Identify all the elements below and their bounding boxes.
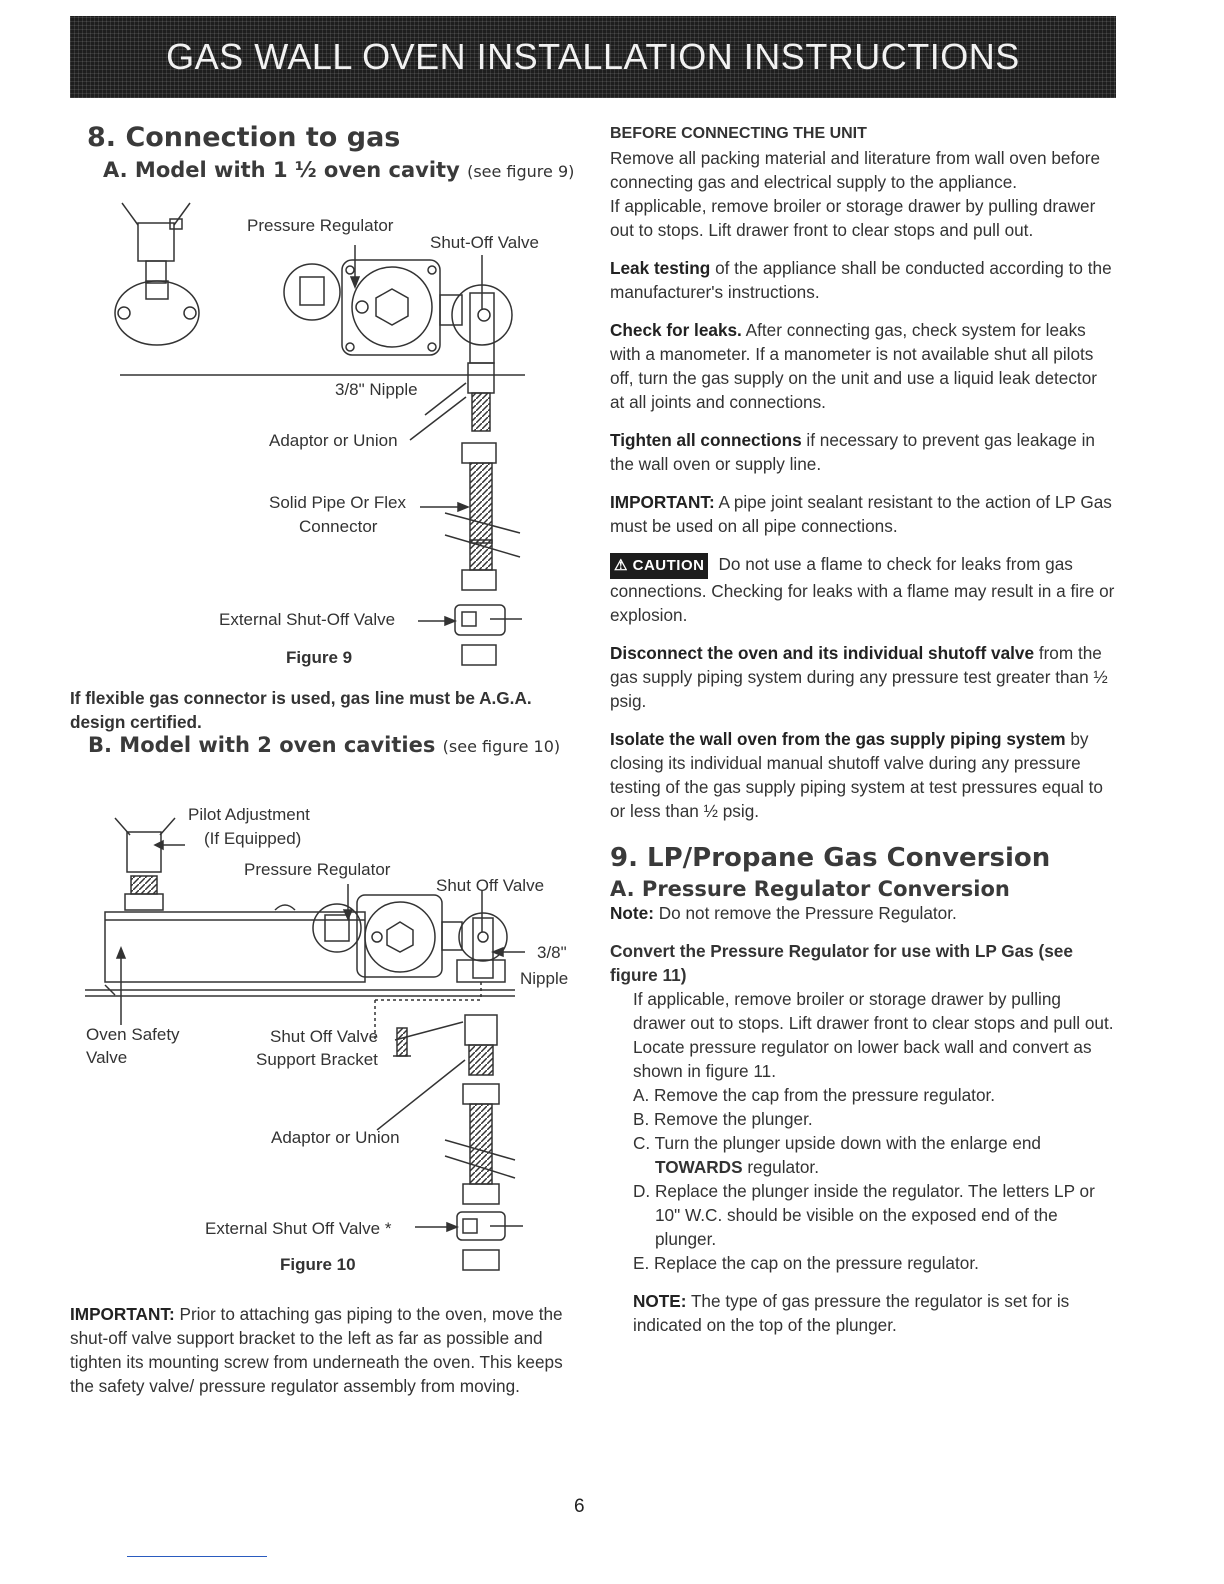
figure-9-caption: Figure 9 (286, 648, 353, 667)
fig10-flex-pipe (470, 1104, 492, 1184)
fig10-regulator-left-cap (313, 904, 361, 952)
fig10-regulator-left-nut (325, 915, 349, 941)
fig9-label-external-shutoff: External Shut-Off Valve (219, 610, 396, 629)
fig10-pilot-nut (125, 894, 163, 910)
fig10-label-valve: Valve (86, 1048, 128, 1067)
step-d: D. Replace the plunger inside the regulator. The letters LP or 10" W.C. should be visible on the exposed end of the plunger. (633, 1181, 1095, 1249)
fig10-label-nipple-size: 3/8" (537, 943, 567, 962)
fig10-pilot-body (127, 832, 161, 872)
fig9-pilot-cap (170, 219, 182, 229)
fig10-nipple-fitting (465, 1015, 497, 1045)
note2-label: NOTE: (633, 1291, 687, 1311)
fig9-regulator-bolt (356, 301, 368, 313)
step-c-end: regulator. (747, 1157, 819, 1177)
page-title: GAS WALL OVEN INSTALLATION INSTRUCTIONS (166, 36, 1020, 77)
before-connecting-p1: Remove all packing material and literature from wall oven before connecting gas and electrical supply to the appliance. (610, 148, 1101, 192)
fig10-label-shutoff-valve: Shut Off Valve (436, 876, 545, 895)
fig9-external-valve-knob (462, 612, 476, 626)
tighten-para (610, 428, 1115, 476)
convert-title: Convert the Pressure Regulator for use with LP Gas (see figure 11) (610, 941, 1073, 985)
fig10-pilot-line (160, 818, 175, 835)
leak-testing-text: of the appliance shall be conducted according to the manufacturer's instructions. (610, 258, 1112, 302)
fig9-label-pressure-regulator: Pressure Regulator (247, 216, 394, 235)
fig10-label-support-2: Support Bracket (256, 1050, 378, 1069)
conversion-steps (633, 1083, 1115, 1275)
important-label: IMPORTANT: (70, 1304, 175, 1324)
fig10-leader-adaptor (377, 1060, 465, 1130)
fig9-screw (428, 343, 436, 351)
note-label: Note: (610, 903, 654, 923)
fig9-screw (346, 343, 354, 351)
fig10-adaptor (463, 1084, 499, 1104)
step-c-text: C. Turn the plunger upside down with the enlarge end (633, 1133, 1041, 1153)
fig10-label-pressure-regulator: Pressure Regulator (244, 860, 391, 879)
header-banner (70, 16, 1116, 98)
fig10-label-external: External Shut Off Valve * (205, 1219, 392, 1238)
fig10-cap (275, 905, 295, 910)
fig9-nipple-fitting (468, 363, 494, 393)
convert-p2: Locate pressure regulator on lower back wall and convert as shown in figure 11. (633, 1037, 1092, 1081)
fig9-leader-adaptor (410, 397, 466, 440)
note-text: Do not remove the Pressure Regulator. (658, 903, 957, 923)
check-leaks-para (610, 318, 1115, 414)
footer-line (127, 1556, 267, 1557)
fig9-flex-pipe-lower (470, 540, 492, 570)
fig9-label-shutoff-valve: Shut-Off Valve (430, 233, 539, 252)
flex-connector-note: If flexible gas connector is used, gas line must be A.G.A. design certified. (70, 688, 532, 732)
fig10-label-support-1: Shut Off Valve (270, 1027, 379, 1046)
fig10-valve-knob (478, 932, 488, 942)
fig9-arrow-external (445, 617, 455, 625)
fig10-screw (397, 1028, 407, 1056)
fig10-arrow-oven-safety (117, 948, 125, 958)
fig9-screw (428, 266, 436, 274)
fig10-label-if-equipped: (If Equipped) (204, 829, 302, 848)
step-a: A. Remove the cap from the pressure regulator. (633, 1085, 996, 1105)
fig10-label-pilot: Pilot Adjustment (188, 805, 310, 824)
section-8a-title (103, 158, 574, 182)
fig9-lower-adaptor (462, 570, 496, 590)
fig10-regulator-body (357, 895, 442, 977)
isolate-para (610, 727, 1115, 823)
fig9-regulator-hex (376, 289, 408, 325)
section-8b-ref: (see figure 10) (442, 737, 561, 756)
fig9-regulator-ring (352, 267, 432, 347)
fig10-nipple-thread (469, 1045, 493, 1075)
tighten-label: Tighten all connections (610, 430, 802, 450)
leak-testing-label: Leak testing (610, 258, 711, 278)
tighten-text: if necessary to prevent gas leakage in the wall oven or supply line. (610, 430, 1095, 474)
fig9-pilot-neck (146, 261, 166, 283)
section-8b-title (88, 733, 560, 757)
fig9-flange (115, 281, 199, 345)
important-bracket-note (70, 1302, 570, 1398)
disconnect-para (610, 641, 1115, 713)
fig10-external-valve-knob (463, 1219, 477, 1233)
fig9-leader-nipple (425, 383, 466, 415)
fig9-pilot-body (138, 223, 174, 261)
caution-badge: ⚠ CAUTION (610, 553, 708, 579)
caution-para (610, 552, 1115, 627)
fig9-regulator-left-nut (300, 277, 324, 305)
fig9-regulator-outlet (440, 295, 462, 325)
fig10-label-oven-safety: Oven Safety (86, 1025, 180, 1044)
fig9-flange-hole (184, 307, 196, 319)
section-8-title: 8. Connection to gas (87, 122, 401, 153)
leak-testing-para (610, 256, 1115, 304)
section-8b-heading: B. Model with 2 oven cavities (88, 733, 436, 757)
convert-body (610, 987, 1115, 1337)
convert-p1: If applicable, remove broiler or storage drawer by pulling drawer out to stops. Lift drawer front to clear stops and pull out. (633, 989, 1114, 1033)
important-sealant-label: IMPORTANT: (610, 492, 715, 512)
page-number: 6 (574, 1496, 585, 1517)
fig9-pilot-line (122, 203, 138, 225)
important-text: Prior to attaching gas piping to the oven, move the shut-off valve support bracket to the left as far as possible and tighten its mounting screw from underneath the oven. This keeps the safety valve/ pressure regulator assembly from moving. (70, 1304, 563, 1396)
isolate-label: Isolate the wall oven from the gas supply piping system (610, 729, 1066, 749)
fig10-bottom-union (463, 1250, 499, 1270)
step-e: E. Replace the cap on the pressure regulator. (633, 1253, 979, 1273)
fig10-valve-stem (473, 918, 493, 978)
check-leaks-text: After connecting gas, check system for leaks with a manometer. If a manometer is not available shut all pilots off, turn the gas supply on the unit and use a liquid leak detector at all joints and connections. (610, 320, 1097, 412)
important-sealant-para (610, 490, 1115, 538)
fig9-regulator-left-cap (284, 264, 340, 320)
step-c-bold: TOWARDS (655, 1157, 743, 1177)
isolate-text: by closing its individual manual shutoff valve during any pressure testing of the gas supply piping system at test pressures equal to or less than ½ psig. (610, 729, 1103, 821)
fig9-nipple-thread (472, 393, 490, 431)
step-b: B. Remove the plunger. (633, 1109, 813, 1129)
fig9-label-solid-pipe: Solid Pipe Or Flex (269, 493, 406, 512)
section-9a-title: A. Pressure Regulator Conversion (610, 877, 1010, 901)
fig10-regulator-bolt (372, 932, 382, 942)
figure-10-caption: Figure 10 (280, 1255, 356, 1274)
fig10-pilot-spring (131, 876, 157, 894)
fig9-screw (346, 266, 354, 274)
section-9-title: 9. LP/Propane Gas Conversion (610, 843, 1051, 873)
note-para (610, 901, 1115, 925)
fig9-bottom-union (462, 645, 496, 665)
fig9-label-adaptor: Adaptor or Union (269, 431, 398, 450)
fig10-arrow-regulator (344, 910, 352, 919)
fig9-label-nipple: 3/8" Nipple (335, 380, 418, 399)
section-8a-ref: (see figure 9) (467, 162, 575, 181)
right-column (610, 122, 1115, 1337)
fig9-adaptor (462, 443, 496, 463)
caution-label: CAUTION (632, 557, 705, 574)
caution-text: Do not use a flame to check for leaks from gas connections. Checking for leaks with a flame may result in a fire or explosion. (610, 554, 1115, 625)
step-c (633, 1131, 1115, 1179)
note2-para (633, 1289, 1115, 1337)
fig9-flange-hole (118, 307, 130, 319)
fig10-oven-body (105, 912, 365, 982)
fig10-regulator-ring (365, 902, 435, 972)
before-connecting-p2: If applicable, remove broiler or storage drawer by pulling drawer out to stops. Lift drawer front to clear stops and pull out. (610, 196, 1096, 240)
fig9-label-connector: Connector (299, 517, 378, 536)
fig10-lower-adaptor (463, 1184, 499, 1204)
fig10-arrow-nipple (493, 948, 503, 956)
fig10-arrow-pilot (155, 841, 163, 849)
fig10-label-adaptor: Adaptor or Union (271, 1128, 400, 1147)
important-sealant-text: A pipe joint sealant resistant to the action of LP Gas must be used on all pipe connections. (610, 492, 1112, 536)
before-connecting-title: BEFORE CONNECTING THE UNIT (610, 125, 867, 142)
fig9-valve-knob (478, 309, 490, 321)
check-leaks-label: Check for leaks. (610, 320, 742, 340)
fig10-arrow-external (447, 1223, 457, 1231)
fig10-regulator-hex (387, 922, 413, 952)
disconnect-label: Disconnect the oven and its individual shutoff valve (610, 643, 1035, 663)
section-8a-heading: A. Model with 1 ½ oven cavity (103, 158, 460, 182)
disconnect-text: from the gas supply piping system during any pressure test greater than ½ psig. (610, 643, 1108, 711)
fig10-label-nipple: Nipple (520, 969, 569, 988)
note2-text: The type of gas pressure the regulator is set for is indicated on the top of the plunger. (633, 1291, 1070, 1335)
fig9-flex-pipe (470, 463, 492, 543)
fig9-arrow-solid-pipe (458, 503, 468, 511)
